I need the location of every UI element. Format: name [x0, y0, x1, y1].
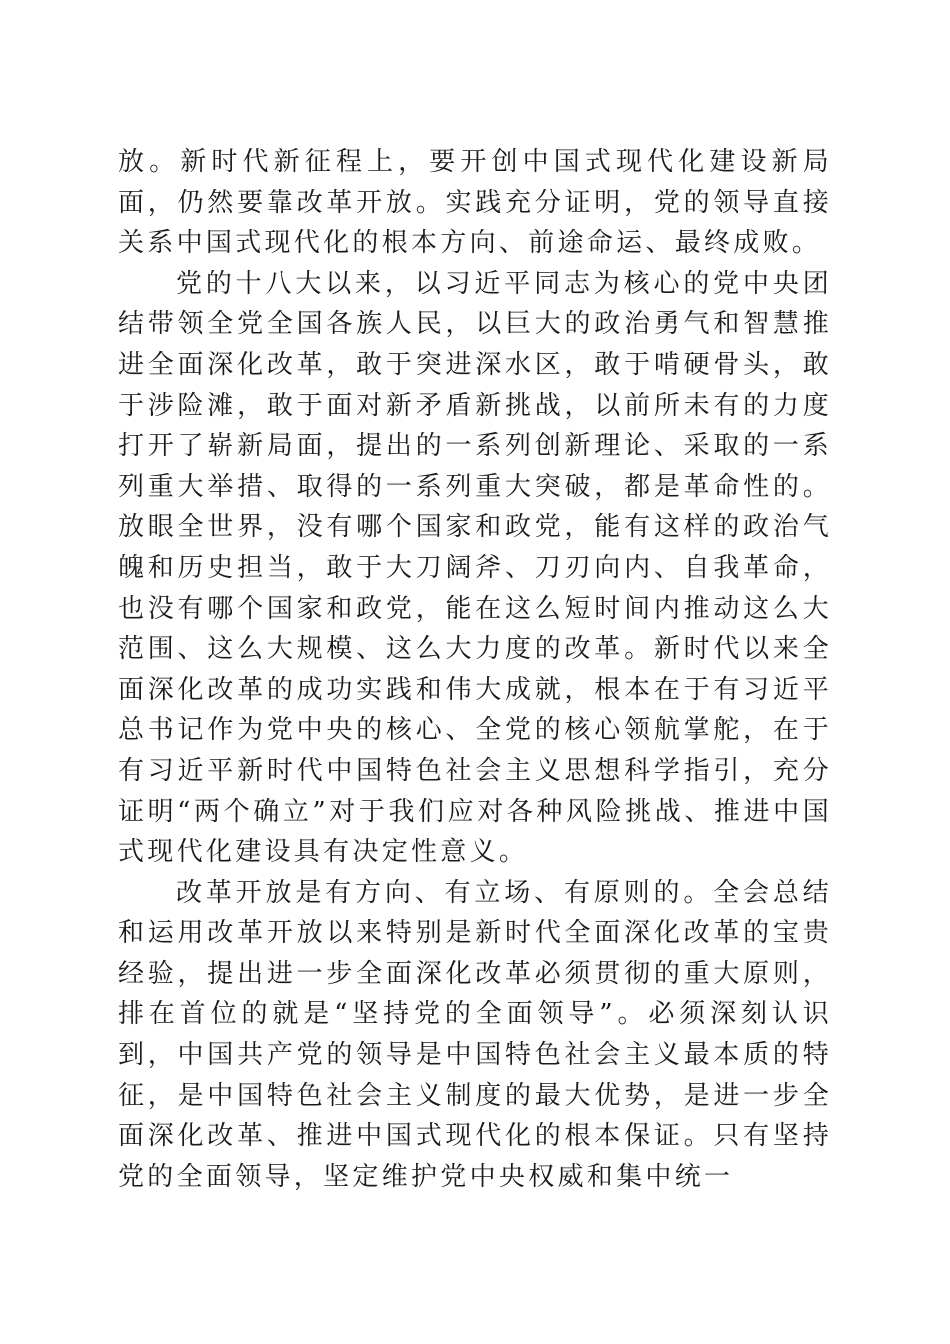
paragraph-continuation: 放。新时代新征程上，要开创中国式现代化建设新局面，仍然要靠改革开放。实践充分证明，党的领导直接关系中国式现代化的根本方向、前途命运、最终成败。	[118, 147, 832, 259]
body-text	[118, 142, 832, 1197]
paragraph: 党的十八大以来，以习近平同志为核心的党中央团结带领全党全国各族人民，以巨大的政治勇气和智慧推进全面深化改革，敢于突进深水区，敢于啃硬骨头，敢于涉险滩，敢于面对新矛盾新挑战，以前所未有的力度打开了崭新局面，提出的一系列创新理论、采取的一系列重大举措、取得的一系列重大突破，都是革命性的。放眼全世界，没有哪个国家和政党，能有这样的政治气魄和历史担当，敢于大刀阔斧、刀刃向内、自我革命，也没有哪个国家和政党，能在这么短时间内推动这么大范围、这么大规模、这么大力度的改革。新时代以来全面深化改革的成功实践和伟大成就，根本在于有习近平总书记作为党中央的核心、全党的核心领航掌舵，在于有习近平新时代中国特色社会主义思想科学指引，充分证明“两个确立”对于我们应对各种风险挑战、推进中国式现代化建设具有决定性意义。	[118, 268, 832, 868]
paragraph: 改革开放是有方向、有立场、有原则的。全会总结和运用改革开放以来特别是新时代全面深化改革的宝贵经验，提出进一步全面深化改革必须贯彻的重大原则，排在首位的就是“坚持党的全面领导”。必须深刻认识到，中国共产党的领导是中国特色社会主义最本质的特征，是中国特色社会主义制度的最大优势，是进一步全面深化改革、推进中国式现代化的根本保证。只有坚持党的全面领导，坚定维护党中央权威和集中统一	[118, 877, 832, 1192]
